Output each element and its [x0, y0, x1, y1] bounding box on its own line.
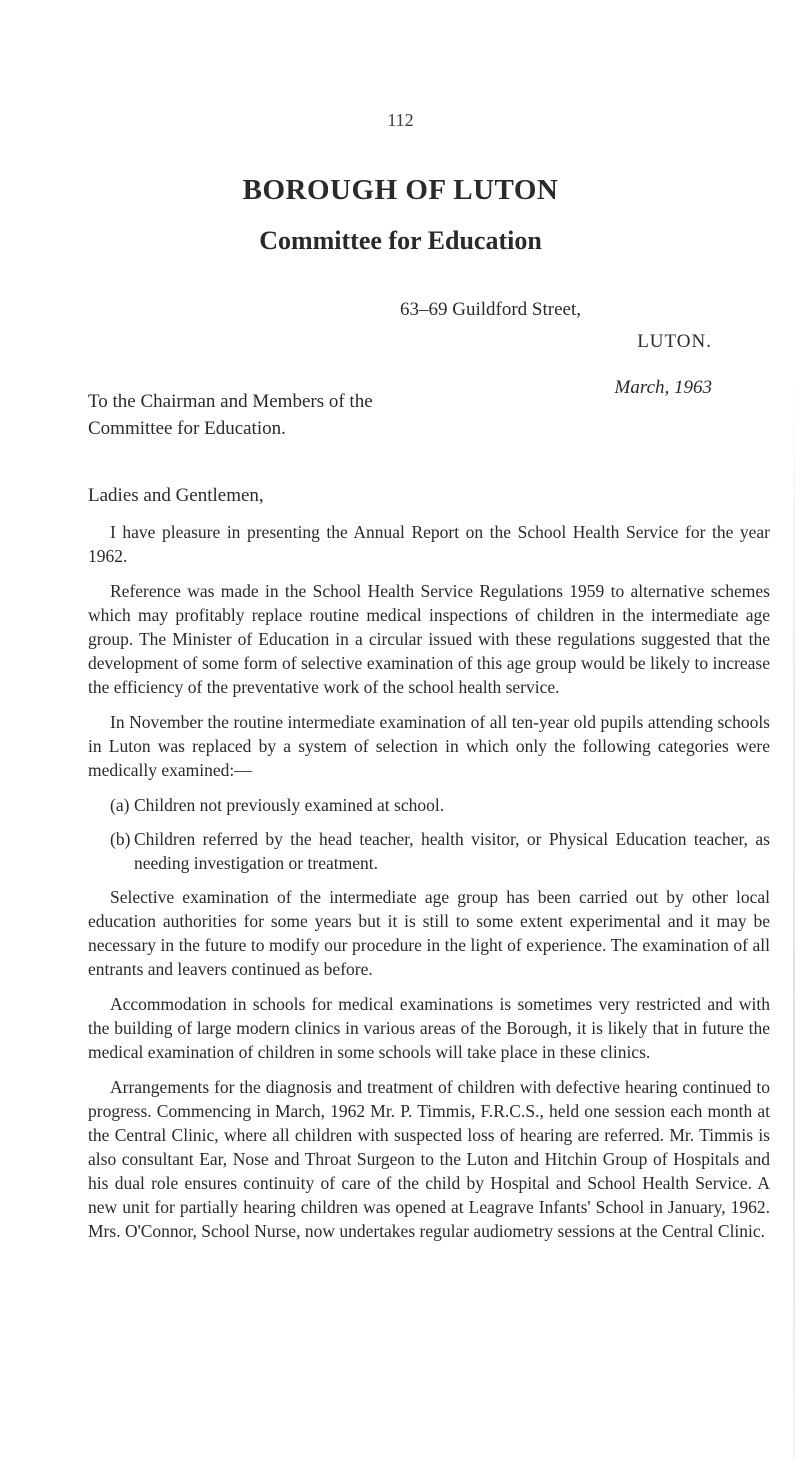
recipient-line: To the Chairman and Members of the	[88, 391, 373, 412]
document-subtitle: Committee for Education	[259, 226, 542, 255]
sender-address	[400, 294, 712, 404]
page-number: 112	[387, 110, 414, 130]
scan-edge-shadow	[793, 360, 795, 1460]
letter-date: March, 1963	[614, 377, 712, 398]
recipient-block	[88, 388, 388, 442]
paragraph: Arrangements for the diagnosis and treatment of children with defective hearing continued to progress. Commencing in March, 1962 Mr. P. Timmis, F.R.C.S., held one session each month at the Central Clinic, where all children with suspected loss of hearing are referred. Mr. Timmis is also consultant Ear, Nose and Throat Surgeon to the Luton and Hitchin Group of Hospitals and his dual role ensures continuity of care of the child by Hospital and School Health Service. A new unit for partially hearing children was opened at Leagrave Infants' School in January, 1962. Mrs. O'Connor, School Nurse, now undertakes regular audiometry sessions at the Central Clinic.	[88, 1077, 770, 1241]
paragraph: In November the routine intermediate examination of all ten-year old pupils attending schools in Luton was replaced by a system of selection in which only the following categories were medically examined:—	[88, 712, 770, 780]
salutation: Ladies and Gentlemen,	[88, 485, 264, 506]
paragraph: Accommodation in schools for medical examinations is sometimes very restricted and with the building of large modern clinics in various areas of the Borough, it is likely that in future the medical examination of children in some schools will take place in these clinics.	[88, 994, 770, 1062]
list-item-text: Children not previously examined at school.	[134, 795, 445, 815]
recipient-line: Committee for Education.	[88, 418, 286, 439]
address-street: 63–69 Guildford Street,	[400, 299, 582, 320]
address-town: LUTON.	[637, 331, 712, 352]
list-item	[110, 827, 770, 875]
letter-body	[88, 520, 770, 1254]
list-item-text: Children referred by the head teacher, health visitor, or Physical Education teacher, as needing investigation or treatment.	[134, 829, 770, 873]
paragraph: I have pleasure in presenting the Annual Report on the School Health Service for the year 1962.	[88, 522, 770, 566]
document-title: BOROUGH OF LUTON	[242, 174, 559, 206]
list-marker: (a)	[110, 795, 130, 815]
paragraph: Selective examination of the intermediate age group has been carried out by other local education authorities for some years but it is still to some extent experimental and it may be necessary in the future to modify our procedure in the light of experience. The examination of all entrants and leavers continued as before.	[88, 887, 770, 979]
list-item	[110, 793, 770, 817]
list-marker: (b)	[110, 829, 131, 849]
paragraph: Reference was made in the School Health Service Regulations 1959 to alternative schemes which may profitably replace routine medical inspections of children in the intermediate age group. The Minister of Education in a circular issued with these regulations suggested that the development of some form of selective examination of this age group would be likely to increase the efficiency of the preventative work of the school health service.	[88, 581, 770, 697]
